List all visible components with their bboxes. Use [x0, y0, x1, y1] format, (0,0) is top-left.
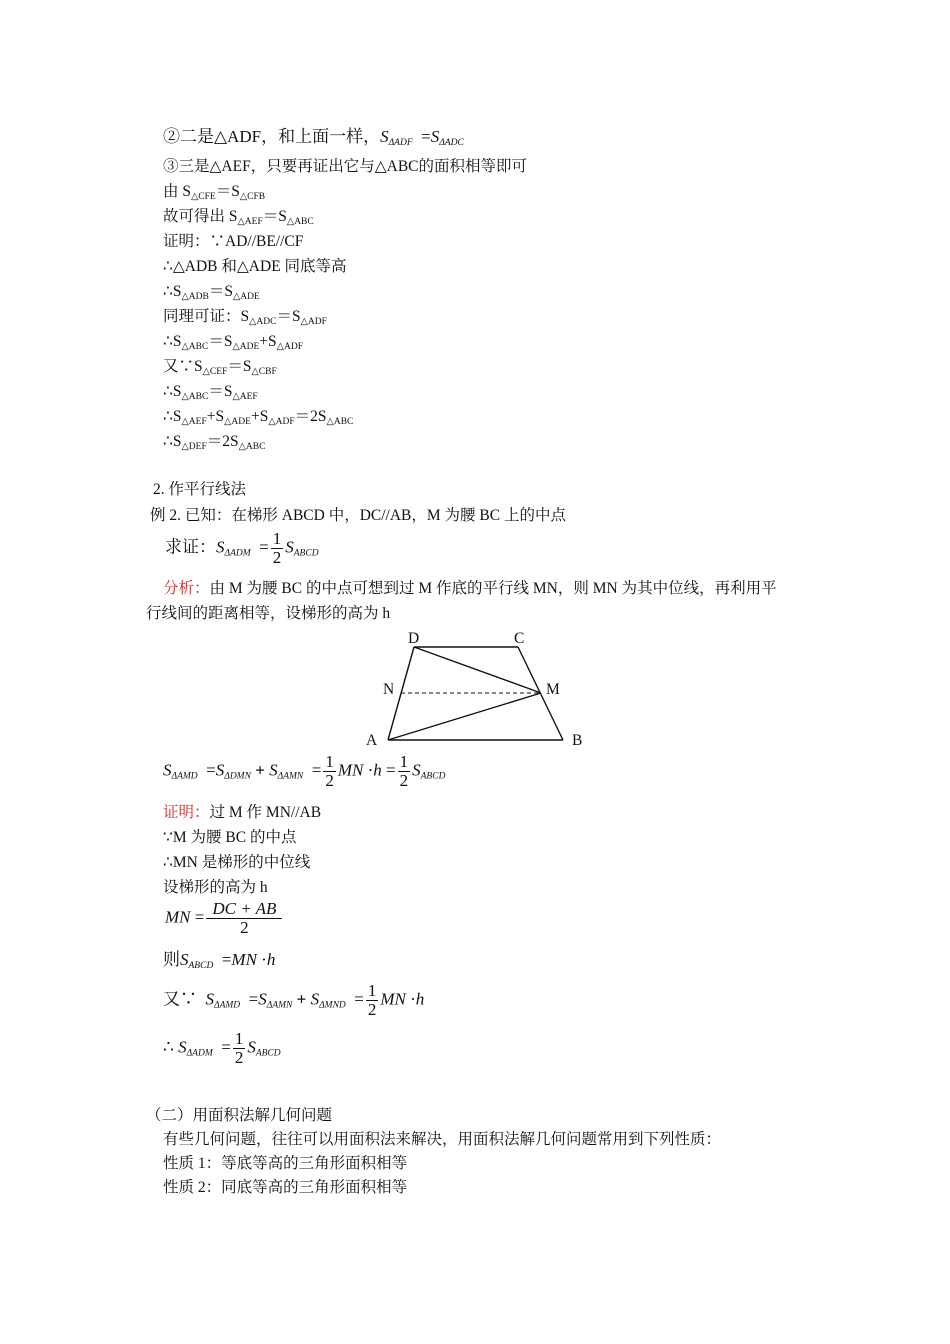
line-proof-parallel: 证明：∵AD//BE//CF [163, 233, 304, 250]
label-c: C [514, 630, 525, 647]
line-sum-total: $\therefore S_{\triangle AEF}+S_{\triangle ADE}+S_{\triangle ADF}=2S_{\triangle ABC}$ [163, 408, 354, 427]
analysis-line2: 行线间的距离相等，设梯形的高为 h [146, 605, 391, 622]
area-method-intro: 有些几何问题，往往可以用面积法来解决，用面积法解几何问题常用到下列性质： [163, 1131, 722, 1148]
property-1: 性质 1：等底等高的三角形面积相等 [163, 1155, 408, 1172]
prove-statement: 求证：$S_{\Delta ADM}$ = $\frac{1}{2}$ $S_{ABCD}$ [165, 529, 319, 567]
label-n: N [383, 681, 395, 698]
example-statement: 例 2. 已知：在梯形 ABCD 中，DC//AB，M 为腰 BC 上的中点 [150, 507, 566, 524]
line-cef: 又$\because S_{\triangle CEF}=S_{\triangle CBF}$ [163, 358, 277, 377]
area-amd-formula: 又∵ $S_{\Delta AMD} =S_{\Delta AMN} + S_{\Delta MND}$ = $\frac{1}{2}$ MN ·h [163, 981, 425, 1019]
line-same-base: ∴△ADB 和△ADE 同底等高 [163, 258, 347, 275]
midline-formula: MN = $\frac{DC + AB}{2}$ [165, 900, 284, 937]
line-aef: ③三是△AEF，只要再证出它与△ABC的面积相等即可 [163, 158, 527, 175]
area-abcd-formula: 则$S_{ABCD} =MN \cdot h$ [163, 950, 276, 971]
line-def: $\therefore S_{\triangle DEF}=2S_{\triangle ABC}$ [163, 433, 266, 452]
analysis-line1: 分析：由 M 为腰 BC 的中点可想到过 M 作底的平行线 MN，则 MN 为其中位线，再利用平 [163, 580, 777, 597]
proof-line2: ∵M 为腰 BC 的中点 [163, 829, 297, 846]
proof-line4: 设梯形的高为 h [163, 879, 268, 896]
section-heading-parallel: 2. 作平行线法 [153, 481, 247, 498]
proof-line1: 证明：过 M 作 MN//AB [163, 804, 322, 821]
area-equation: $S_{\Delta AMD} =S_{\Delta DMN} + S_{\Delta AMN}$ = $\frac{1}{2}$ MN ·h = $\frac{1}{2}$ $S_{ABCD}$ [163, 752, 446, 790]
conclusion-formula: ∴ $S_{\Delta ADM}$ = $\frac{1}{2}$ $S_{ABCD}$ [163, 1029, 281, 1067]
label-m: M [546, 681, 560, 698]
proof-line3: ∴MN 是梯形的中位线 [163, 854, 311, 871]
label-d: D [408, 630, 420, 647]
label-b: B [572, 732, 583, 749]
section-heading-area-method: （二）用面积法解几何问题 [146, 1107, 333, 1124]
label-a: A [366, 732, 378, 749]
line-abc-aef: $\therefore S_{\triangle ABC}=S_{\triangle AEF}$ [163, 383, 258, 402]
line-adf: ②二是△ADF，和上面一样，$S_{\Delta ADF} =S_{\Delta ADC}$ [163, 127, 464, 148]
line-deduce: 故可得出 $S_{\triangle AEF}=S_{\triangle ABC}$ [163, 208, 314, 227]
trapezoid-figure [360, 625, 600, 750]
line-adb: $\therefore S_{\triangle ADB}=S_{\triangle ADE}$ [163, 283, 260, 302]
segment-am [388, 693, 541, 740]
line-similarly: 同理可证：$S_{\triangle ADC}=S_{\triangle ADF}$ [163, 308, 327, 327]
line-cfe: 由 $S_{\triangle CFE}=S_{\triangle CFB}$ [163, 183, 266, 202]
property-2: 性质 2：同底等高的三角形面积相等 [163, 1179, 408, 1196]
line-abc-sum: $\therefore S_{\triangle ABC}=S_{\triangle ADE}+S_{\triangle ADF}$ [163, 333, 303, 352]
